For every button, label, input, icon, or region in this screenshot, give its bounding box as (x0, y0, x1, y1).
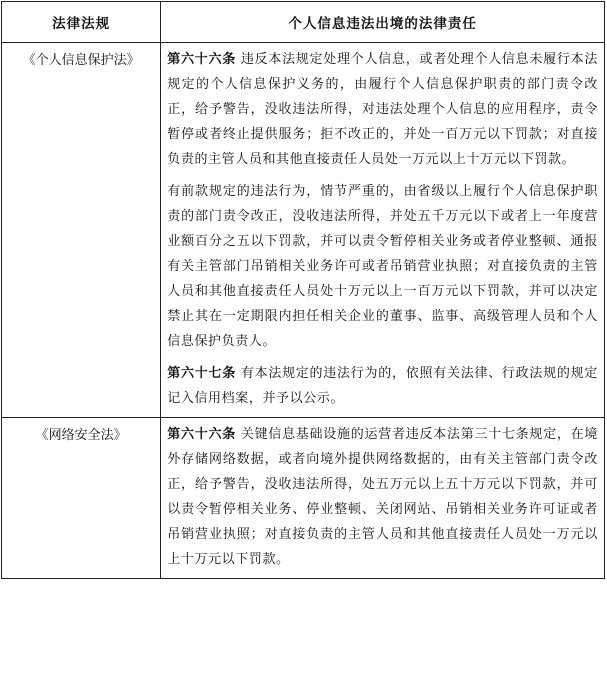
article-paragraph (167, 179, 598, 354)
article-text: 关键信息基础设施的运营者违反本法第三十七条规定，在境外存储网络数据，或者向境外提供网络数据的，由有关主管部门责令改正，给予警告，没收违法所得，处五万元以上五十万元以下罚款，并可以责令暂停相关业务、停业整顿、关闭网站、吊销相关业务许可证或者吊销营业执照；对直接负责的主管人员和其他直接责任人员处一万元以上十万元以下罚款。 (167, 427, 598, 567)
article-paragraph (167, 361, 598, 411)
article-number: 第六十七条 (167, 366, 236, 381)
header-responsibility: 个人信息违法出境的法律责任 (161, 2, 605, 43)
responsibility-cell (161, 418, 605, 579)
article-paragraph (167, 47, 598, 172)
responsibility-cell (161, 43, 605, 418)
law-responsibility-table (1, 1, 605, 579)
article-number: 第六十六条 (167, 427, 236, 442)
law-name-cell: 《网络安全法》 (2, 418, 161, 579)
header-law: 法律法规 (2, 2, 161, 43)
table-row (2, 418, 605, 579)
article-text: 违反本法规定处理个人信息，或者处理个人信息未履行本法规定的个人信息保护义务的，由履行个人信息保护职责的部门责令改正，给予警告，没收违法所得，对违法处理个人信息的应用程序，责令暂停或者终止提供服务；拒不改正的，并处一百万元以下罚款；对直接负责的主管人员和其他直接责任人员处一万元以上十万元以下罚款。 (167, 52, 598, 167)
table-header-row (2, 2, 605, 43)
law-name-cell: 《个人信息保护法》 (2, 43, 161, 418)
article-paragraph (167, 422, 598, 572)
table-row (2, 43, 605, 418)
article-number: 第六十六条 (167, 52, 236, 67)
article-text: 有前款规定的违法行为，情节严重的，由省级以上履行个人信息保护职责的部门责令改正，没收违法所得，并处五千万元以下或者上一年度营业额百分之五以下罚款，并可以责令暂停相关业务或者停业整顿、通报有关主管部门吊销相关业务许可或者吊销营业执照；对直接负责的主管人员和其他直接责任人员处十万元以上一百万元以下罚款，并可以决定禁止其在一定期限内担任相关企业的董事、监事、高级管理人员和个人信息保护负责人。 (167, 184, 598, 349)
article-text: 有本法规定的违法行为的，依照有关法律、行政法规的规定记入信用档案，并予以公示。 (167, 366, 598, 406)
